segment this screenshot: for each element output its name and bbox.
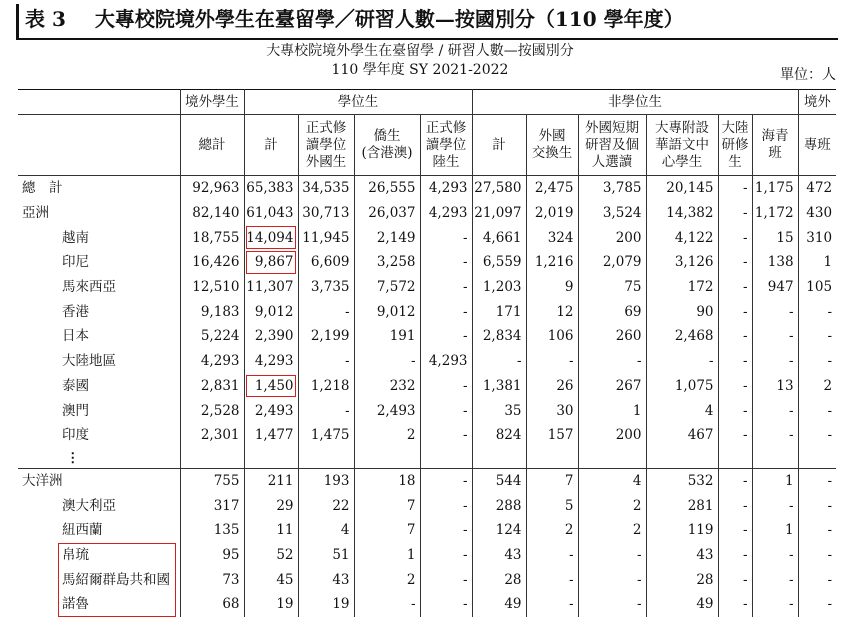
table-cell: 9,012 bbox=[354, 299, 420, 324]
table-cell: - bbox=[798, 592, 836, 617]
table-row bbox=[18, 398, 836, 423]
table-cell: - bbox=[752, 543, 798, 568]
table-cell: 472 bbox=[798, 176, 836, 201]
table-heading bbox=[16, 4, 836, 38]
table-cell: - bbox=[718, 374, 752, 399]
table-cell: 26 bbox=[526, 374, 578, 399]
table-cell: 29 bbox=[244, 493, 298, 518]
table-cell: 35 bbox=[472, 398, 526, 423]
table-cell: 4,293 bbox=[244, 349, 298, 374]
table-cell: - bbox=[718, 299, 752, 324]
table-cell: 1 bbox=[752, 518, 798, 543]
table-cell: 92,963 bbox=[180, 176, 244, 201]
table-cell: - bbox=[718, 324, 752, 349]
row-label: 總 計 bbox=[22, 180, 63, 197]
table-cell: 2,475 bbox=[526, 176, 578, 201]
table-cell: 2 bbox=[578, 493, 646, 518]
table-row bbox=[18, 299, 836, 324]
table-cell: 172 bbox=[646, 275, 718, 300]
table-number: 表 3 bbox=[25, 7, 66, 31]
table-cell: 3,126 bbox=[646, 250, 718, 275]
table-cell: - bbox=[420, 324, 472, 349]
table-cell: 260 bbox=[578, 324, 646, 349]
table-row bbox=[18, 349, 836, 374]
table-cell: 4,293 bbox=[420, 201, 472, 226]
table-cell: - bbox=[718, 398, 752, 423]
table-cell: - bbox=[718, 567, 752, 592]
table-cell: 310 bbox=[798, 225, 836, 250]
table-cell: - bbox=[718, 423, 752, 448]
table-cell: 1,216 bbox=[526, 250, 578, 275]
table-cell bbox=[578, 448, 646, 469]
column-header: 專班 bbox=[798, 115, 836, 176]
heading-rule bbox=[16, 38, 838, 40]
row-label: ⋮ bbox=[66, 449, 80, 466]
table-cell: 200 bbox=[578, 423, 646, 448]
header-column-row bbox=[18, 115, 836, 176]
table-cell: - bbox=[526, 567, 578, 592]
table-cell: 49 bbox=[646, 592, 718, 617]
table-cell: - bbox=[578, 543, 646, 568]
row-label: 澳大利亞 bbox=[62, 497, 116, 514]
table-cell: - bbox=[718, 543, 752, 568]
table-cell: - bbox=[752, 567, 798, 592]
table-cell: - bbox=[420, 493, 472, 518]
table-cell: 191 bbox=[354, 324, 420, 349]
table-row bbox=[18, 374, 836, 399]
table-cell: 2,468 bbox=[646, 324, 718, 349]
table-cell bbox=[472, 448, 526, 469]
table-cell: - bbox=[718, 225, 752, 250]
table-cell: - bbox=[798, 543, 836, 568]
table-cell: - bbox=[718, 275, 752, 300]
row-label: 香港 bbox=[62, 303, 89, 320]
table-cell: 1 bbox=[354, 543, 420, 568]
table-cell: 21,097 bbox=[472, 201, 526, 226]
table-cell: - bbox=[752, 324, 798, 349]
table-cell: 1,477 bbox=[244, 423, 298, 448]
table-cell: - bbox=[298, 398, 354, 423]
table-cell: - bbox=[798, 398, 836, 423]
table-cell: 18 bbox=[354, 468, 420, 493]
table-cell: - bbox=[526, 349, 578, 374]
table-cell: 2,301 bbox=[180, 423, 244, 448]
table-cell: 61,043 bbox=[244, 201, 298, 226]
table-cell: 1 bbox=[798, 250, 836, 275]
header-group-degree: 學位生 bbox=[244, 90, 472, 115]
table-cell: 2 bbox=[798, 374, 836, 399]
row-label: 泰國 bbox=[62, 377, 89, 394]
row-label: 大陸地區 bbox=[62, 353, 116, 370]
table-cell: 9 bbox=[526, 275, 578, 300]
unit-label: 單位：人 bbox=[780, 67, 836, 83]
column-header: 正式修 讀學位 陸生 bbox=[420, 115, 472, 176]
table-cell bbox=[354, 448, 420, 469]
table-cell: - bbox=[798, 468, 836, 493]
table-row bbox=[18, 543, 836, 568]
table-cell: 232 bbox=[354, 374, 420, 399]
table-cell: 4,661 bbox=[472, 225, 526, 250]
table-cell: 119 bbox=[646, 518, 718, 543]
table-cell: 3,524 bbox=[578, 201, 646, 226]
table-cell: 68 bbox=[180, 592, 244, 617]
table-cell: 135 bbox=[180, 518, 244, 543]
table-cell: - bbox=[420, 374, 472, 399]
table-title: 大專校院境外學生在臺留學／研習人數—按國別分（110 學年度） bbox=[94, 7, 684, 31]
table-cell: 13 bbox=[752, 374, 798, 399]
table-cell: 4,122 bbox=[646, 225, 718, 250]
table-cell: 30,713 bbox=[298, 201, 354, 226]
table-cell: - bbox=[420, 518, 472, 543]
table-cell: 1 bbox=[752, 468, 798, 493]
table-cell: 4,293 bbox=[420, 176, 472, 201]
table-cell: 6,559 bbox=[472, 250, 526, 275]
table-cell: - bbox=[752, 423, 798, 448]
table-cell: 2,834 bbox=[472, 324, 526, 349]
table-cell: 947 bbox=[752, 275, 798, 300]
table-cell: 34,535 bbox=[298, 176, 354, 201]
table-cell: 2,149 bbox=[354, 225, 420, 250]
table-cell: - bbox=[578, 349, 646, 374]
table-cell: - bbox=[420, 398, 472, 423]
table-cell: - bbox=[718, 518, 752, 543]
table-cell: 1,203 bbox=[472, 275, 526, 300]
table-cell: - bbox=[298, 349, 354, 374]
table-cell: 1,450 bbox=[244, 374, 298, 399]
table-cell: - bbox=[718, 592, 752, 617]
table-cell: 5 bbox=[526, 493, 578, 518]
table-row bbox=[18, 468, 836, 493]
table-cell bbox=[244, 448, 298, 469]
row-label: 諾魯 bbox=[62, 596, 89, 613]
table-cell: - bbox=[798, 567, 836, 592]
table-cell: 157 bbox=[526, 423, 578, 448]
table-cell: - bbox=[420, 250, 472, 275]
table-cell: - bbox=[752, 299, 798, 324]
table-cell bbox=[180, 448, 244, 469]
table-cell: 43 bbox=[472, 543, 526, 568]
table-cell: 1,218 bbox=[298, 374, 354, 399]
table-row bbox=[18, 567, 836, 592]
table-cell bbox=[752, 448, 798, 469]
table-row bbox=[18, 275, 836, 300]
table-row bbox=[18, 448, 836, 469]
table-cell: 755 bbox=[180, 468, 244, 493]
table-cell: - bbox=[420, 567, 472, 592]
table-cell: - bbox=[420, 543, 472, 568]
header-group-total: 境外學生 bbox=[180, 90, 244, 115]
table-cell: 200 bbox=[578, 225, 646, 250]
row-label: 紐西蘭 bbox=[62, 522, 103, 539]
table-cell: - bbox=[354, 349, 420, 374]
table-cell: 7 bbox=[526, 468, 578, 493]
table-cell: 51 bbox=[298, 543, 354, 568]
table-cell bbox=[718, 448, 752, 469]
table-cell: 11 bbox=[244, 518, 298, 543]
column-header: 外國短期 研習及個 人選讀 bbox=[578, 115, 646, 176]
table-cell: - bbox=[420, 275, 472, 300]
table-cell: 69 bbox=[578, 299, 646, 324]
table-cell: - bbox=[798, 493, 836, 518]
table-cell: - bbox=[420, 299, 472, 324]
table-cell: 9,012 bbox=[244, 299, 298, 324]
row-label: 帛琉 bbox=[62, 546, 89, 563]
table-cell: 2 bbox=[354, 423, 420, 448]
table-cell: 22 bbox=[298, 493, 354, 518]
table-cell: 6,609 bbox=[298, 250, 354, 275]
table-cell: 19 bbox=[244, 592, 298, 617]
table-cell: 1,381 bbox=[472, 374, 526, 399]
table-cell: 12,510 bbox=[180, 275, 244, 300]
table-cell: - bbox=[718, 349, 752, 374]
column-header: 外國 交換生 bbox=[526, 115, 578, 176]
header-group-overseas: 境外 bbox=[798, 90, 836, 115]
table-cell: 9,183 bbox=[180, 299, 244, 324]
table-cell: 43 bbox=[646, 543, 718, 568]
table-cell: - bbox=[718, 493, 752, 518]
table-cell: 544 bbox=[472, 468, 526, 493]
table-cell: 1,175 bbox=[752, 176, 798, 201]
column-header: 海青 班 bbox=[752, 115, 798, 176]
statistics-table bbox=[18, 89, 836, 617]
table-cell bbox=[646, 448, 718, 469]
table-cell: 1,075 bbox=[646, 374, 718, 399]
table-cell: 2,493 bbox=[244, 398, 298, 423]
table-cell bbox=[298, 448, 354, 469]
table-cell bbox=[798, 448, 836, 469]
table-row bbox=[18, 493, 836, 518]
table-row bbox=[18, 324, 836, 349]
header-group-nondegree: 非學位生 bbox=[472, 90, 798, 115]
table-cell: 105 bbox=[798, 275, 836, 300]
row-label: 印度 bbox=[62, 427, 89, 444]
table-cell: 2,528 bbox=[180, 398, 244, 423]
table-cell: - bbox=[752, 592, 798, 617]
table-cell: - bbox=[578, 592, 646, 617]
table-cell: 211 bbox=[244, 468, 298, 493]
row-label: 澳門 bbox=[62, 402, 89, 419]
table-cell: 3,258 bbox=[354, 250, 420, 275]
table-row bbox=[18, 176, 836, 201]
table-cell: - bbox=[420, 468, 472, 493]
school-year-label: 110 學年度 SY 2021-2022 bbox=[331, 62, 509, 78]
table-cell: 18,755 bbox=[180, 225, 244, 250]
table-cell: 2 bbox=[354, 567, 420, 592]
table-cell: - bbox=[420, 592, 472, 617]
table-cell: 2,199 bbox=[298, 324, 354, 349]
table-cell: - bbox=[646, 349, 718, 374]
table-cell: 65,383 bbox=[244, 176, 298, 201]
table-cell: 49 bbox=[472, 592, 526, 617]
table-cell: - bbox=[578, 567, 646, 592]
header-group-row bbox=[18, 90, 836, 115]
table-cell: 82,140 bbox=[180, 201, 244, 226]
column-header: 僑生 (含港澳) bbox=[354, 115, 420, 176]
table-cell: 2,079 bbox=[578, 250, 646, 275]
table-row bbox=[18, 201, 836, 226]
table-cell: 2,493 bbox=[354, 398, 420, 423]
table-cell: 3,735 bbox=[298, 275, 354, 300]
row-label: 日本 bbox=[62, 328, 89, 345]
table-cell: 3,785 bbox=[578, 176, 646, 201]
table-cell: 28 bbox=[472, 567, 526, 592]
table-cell: - bbox=[752, 398, 798, 423]
table-cell: 75 bbox=[578, 275, 646, 300]
table-cell: - bbox=[798, 299, 836, 324]
table-cell: 467 bbox=[646, 423, 718, 448]
table-cell: 45 bbox=[244, 567, 298, 592]
table-cell: 288 bbox=[472, 493, 526, 518]
table-cell: 26,555 bbox=[354, 176, 420, 201]
table-cell: 7,572 bbox=[354, 275, 420, 300]
column-header: 計 bbox=[472, 115, 526, 176]
table-cell: - bbox=[718, 468, 752, 493]
table-cell: 16,426 bbox=[180, 250, 244, 275]
table-cell: - bbox=[752, 349, 798, 374]
table-cell: 9,867 bbox=[244, 250, 298, 275]
table-row bbox=[18, 423, 836, 448]
table-cell bbox=[526, 448, 578, 469]
table-cell: 2 bbox=[526, 518, 578, 543]
row-label: 馬來西亞 bbox=[62, 279, 116, 296]
row-label: 大洋洲 bbox=[18, 468, 180, 493]
header-blank-2 bbox=[18, 115, 180, 176]
table-cell: 138 bbox=[752, 250, 798, 275]
table-cell: 73 bbox=[180, 567, 244, 592]
table-cell: 20,145 bbox=[646, 176, 718, 201]
table-cell: - bbox=[526, 592, 578, 617]
table-cell: 11,307 bbox=[244, 275, 298, 300]
table-cell: 281 bbox=[646, 493, 718, 518]
column-header: 正式修 讀學位 外國生 bbox=[298, 115, 354, 176]
table-cell: - bbox=[718, 201, 752, 226]
table-cell: 52 bbox=[244, 543, 298, 568]
table-cell: 19 bbox=[298, 592, 354, 617]
table-cell: 1,475 bbox=[298, 423, 354, 448]
table-body bbox=[18, 176, 836, 617]
table-cell: - bbox=[798, 423, 836, 448]
table-cell: 430 bbox=[798, 201, 836, 226]
table-cell: 2,831 bbox=[180, 374, 244, 399]
column-header: 計 bbox=[244, 115, 298, 176]
table-cell: 824 bbox=[472, 423, 526, 448]
table-cell: 2,390 bbox=[244, 324, 298, 349]
header-blank bbox=[18, 90, 180, 115]
table-cell: 11,945 bbox=[298, 225, 354, 250]
table-cell: 193 bbox=[298, 468, 354, 493]
column-header: 大專附設 華語文中 心學生 bbox=[646, 115, 718, 176]
table-cell: 5,224 bbox=[180, 324, 244, 349]
table-subtitle: 大專校院境外學生在臺留學 / 研習人數—按國別分 bbox=[266, 43, 574, 59]
table-cell: 171 bbox=[472, 299, 526, 324]
row-label: 亞洲 bbox=[22, 205, 49, 222]
table-cell bbox=[420, 448, 472, 469]
table-cell: 90 bbox=[646, 299, 718, 324]
table-cell: 124 bbox=[472, 518, 526, 543]
table-cell: - bbox=[526, 543, 578, 568]
table-row bbox=[18, 225, 836, 250]
table-cell: 26,037 bbox=[354, 201, 420, 226]
table-cell: - bbox=[420, 423, 472, 448]
table-cell: - bbox=[298, 299, 354, 324]
column-header: 大陸 研修 生 bbox=[718, 115, 752, 176]
table-cell: 2 bbox=[578, 518, 646, 543]
table-cell: 4 bbox=[646, 398, 718, 423]
table-cell: 12 bbox=[526, 299, 578, 324]
table-cell: - bbox=[798, 324, 836, 349]
table-cell: 27,580 bbox=[472, 176, 526, 201]
table-cell: 1 bbox=[578, 398, 646, 423]
row-label: 越南 bbox=[62, 229, 89, 246]
row-label: 馬紹爾群島共和國 bbox=[62, 571, 170, 588]
table-cell: - bbox=[420, 225, 472, 250]
table-cell: 267 bbox=[578, 374, 646, 399]
table-cell: - bbox=[752, 493, 798, 518]
table-cell: 43 bbox=[298, 567, 354, 592]
table-cell: 14,094 bbox=[244, 225, 298, 250]
table-cell: - bbox=[354, 592, 420, 617]
table-cell: 15 bbox=[752, 225, 798, 250]
table-cell: 2,019 bbox=[526, 201, 578, 226]
table-cell: 4,293 bbox=[420, 349, 472, 374]
table-cell: - bbox=[718, 176, 752, 201]
table-cell: 95 bbox=[180, 543, 244, 568]
table-row bbox=[18, 518, 836, 543]
table-cell: 4 bbox=[578, 468, 646, 493]
table-cell: - bbox=[718, 250, 752, 275]
table-cell: 30 bbox=[526, 398, 578, 423]
table-cell: 14,382 bbox=[646, 201, 718, 226]
table-cell: 106 bbox=[526, 324, 578, 349]
table-cell: - bbox=[798, 349, 836, 374]
table-row bbox=[18, 250, 836, 275]
column-header: 總計 bbox=[180, 115, 244, 176]
row-label: 印尼 bbox=[62, 254, 89, 271]
table-cell: - bbox=[798, 518, 836, 543]
table-cell: 4,293 bbox=[180, 349, 244, 374]
table-row bbox=[18, 592, 836, 617]
table-cell: 1,172 bbox=[752, 201, 798, 226]
table-cell: 7 bbox=[354, 518, 420, 543]
table-cell: 4 bbox=[298, 518, 354, 543]
table-cell: 324 bbox=[526, 225, 578, 250]
table-cell: 317 bbox=[180, 493, 244, 518]
table-cell: 532 bbox=[646, 468, 718, 493]
table-cell: 7 bbox=[354, 493, 420, 518]
table-cell: - bbox=[472, 349, 526, 374]
table-cell: 28 bbox=[646, 567, 718, 592]
